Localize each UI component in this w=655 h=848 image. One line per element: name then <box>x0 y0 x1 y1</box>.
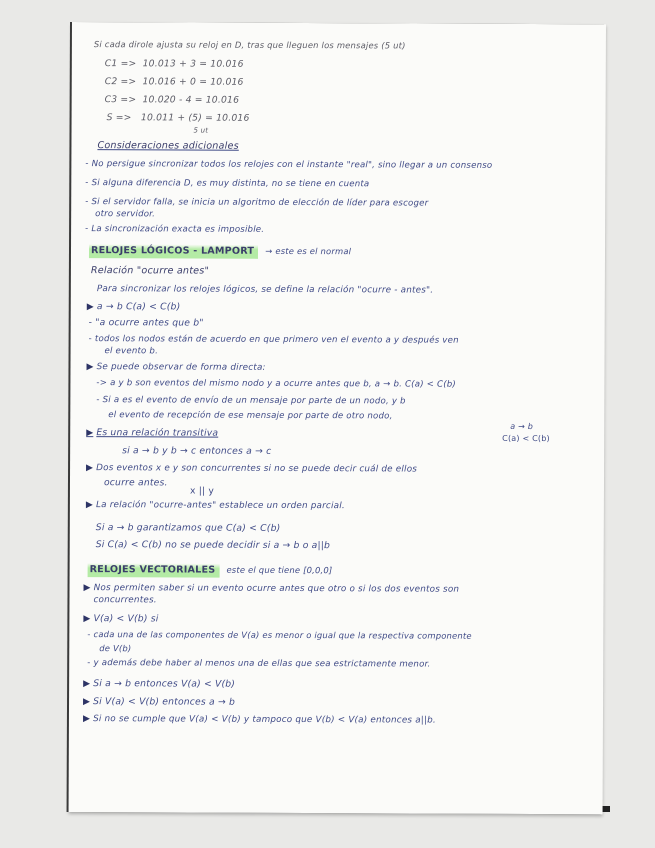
bullet-line: ▶ Dos eventos x e y son concurrentes si no se puede decir cuál de ellos <box>86 463 418 475</box>
vect-note: este el que tiene [0,0,0] <box>226 564 333 576</box>
relacion-title: Relación "ocurre antes" <box>90 265 210 277</box>
intro-line: Si cada dirole ajusta su reloj en D, tras que lleguen los mensajes (5 ut) <box>93 39 406 51</box>
bullet-line: - y además debe haber al menos una de ellas que sea estrictamente menor. <box>87 658 431 670</box>
bullet-line: concurrentes. <box>93 595 157 606</box>
section-title-consideraciones: Consideraciones adicionales <box>97 140 239 152</box>
bullet-line: ▶ Si V(a) < V(b) entonces a → b <box>83 696 236 708</box>
calc-note: 5 ut <box>193 126 209 135</box>
bullet-line: ▶ Si a → b entonces V(a) < V(b) <box>83 678 236 690</box>
bullet-line: ▶ Nos permiten saber si un evento ocurre antes que otro o si los dos eventos son <box>83 583 460 595</box>
bullet-line: - Si alguna diferencia D, es muy distinta, no se tiene en cuenta <box>85 178 370 190</box>
bullet-line: - todos los nodos están de acuerdo en que primero ven el evento a y después ven <box>88 334 459 346</box>
bullet-line: si a → b y b → c entonces a → c <box>122 445 272 457</box>
bullet-line: ▶ La relación "ocurre-antes" establece un orden parcial. <box>85 500 345 512</box>
bullet-line: ▶ Se puede observar de forma directa: <box>86 362 266 373</box>
vect-title: RELOJES VECTORIALES <box>88 563 220 578</box>
bullet-line: ▶ a → b C(a) < C(b) <box>86 301 181 313</box>
calc-line: C2 => 10.016 + 0 = 10.016 <box>104 76 244 88</box>
bullet-line: - No persigue sincronizar todos los relojes con el instante "real", sino llegar a un consenso <box>85 159 493 171</box>
side-note: a → b <box>510 421 534 432</box>
bullet-line: x || y <box>189 485 215 497</box>
bullet-line: Si C(a) < C(b) no se puede decidir si a → b o a||b <box>95 539 331 552</box>
lamport-note: → este es el normal <box>265 245 352 257</box>
bullet-line: otro servidor. <box>95 209 156 220</box>
calc-line: C3 => 10.020 - 4 = 10.016 <box>104 94 240 106</box>
bullet-line: ▶ Es una relación transitiva <box>86 427 219 439</box>
bullet-line: - Si a es el evento de envío de un mensaje por parte de un nodo, y b <box>96 395 406 407</box>
bullet-line: -> a y b son eventos del mismo nodo y a ocurre antes que b, a → b. C(a) < C(b) <box>96 378 457 390</box>
calc-line: S => 10.011 + (5) = 10.016 <box>106 112 250 124</box>
relacion-intro: Para sincronizar los relojes lógicos, se define la relación "ocurre - antes". <box>96 284 434 296</box>
bullet-line: ocurre antes. <box>103 477 168 489</box>
bullet-line: Si a → b garantizamos que C(a) < C(b) <box>95 522 281 534</box>
bullet-line: el evento b. <box>104 346 159 357</box>
section-heading-vectoriales <box>88 564 333 576</box>
bullet-line: el evento de recepción de ese mensaje por parte de otro nodo, <box>108 410 393 422</box>
notebook-page <box>69 22 606 814</box>
bullet-line: - Si el servidor falla, se inicia un algoritmo de elección de líder para escoger <box>85 197 429 209</box>
bullet-line: - "a ocurre antes que b" <box>88 317 204 329</box>
bullet-line: ▶ V(a) < V(b) si <box>83 613 159 625</box>
bullet-line: de V(b) <box>99 643 132 654</box>
section-heading-lamport <box>89 245 351 257</box>
bullet-line: - cada una de las componentes de V(a) es menor o igual que la respectiva componente <box>87 629 472 641</box>
calc-line: C1 => 10.013 + 3 = 10.016 <box>104 58 244 70</box>
side-note: C(a) < C(b) <box>502 433 550 444</box>
bullet-line: - La sincronización exacta es imposible. <box>85 224 265 235</box>
lamport-title: RELOJES LÓGICOS - LAMPORT <box>89 244 258 259</box>
bullet-line: ▶ Si no se cumple que V(a) < V(b) y tampoco que V(b) < V(a) entonces a||b. <box>82 714 436 726</box>
